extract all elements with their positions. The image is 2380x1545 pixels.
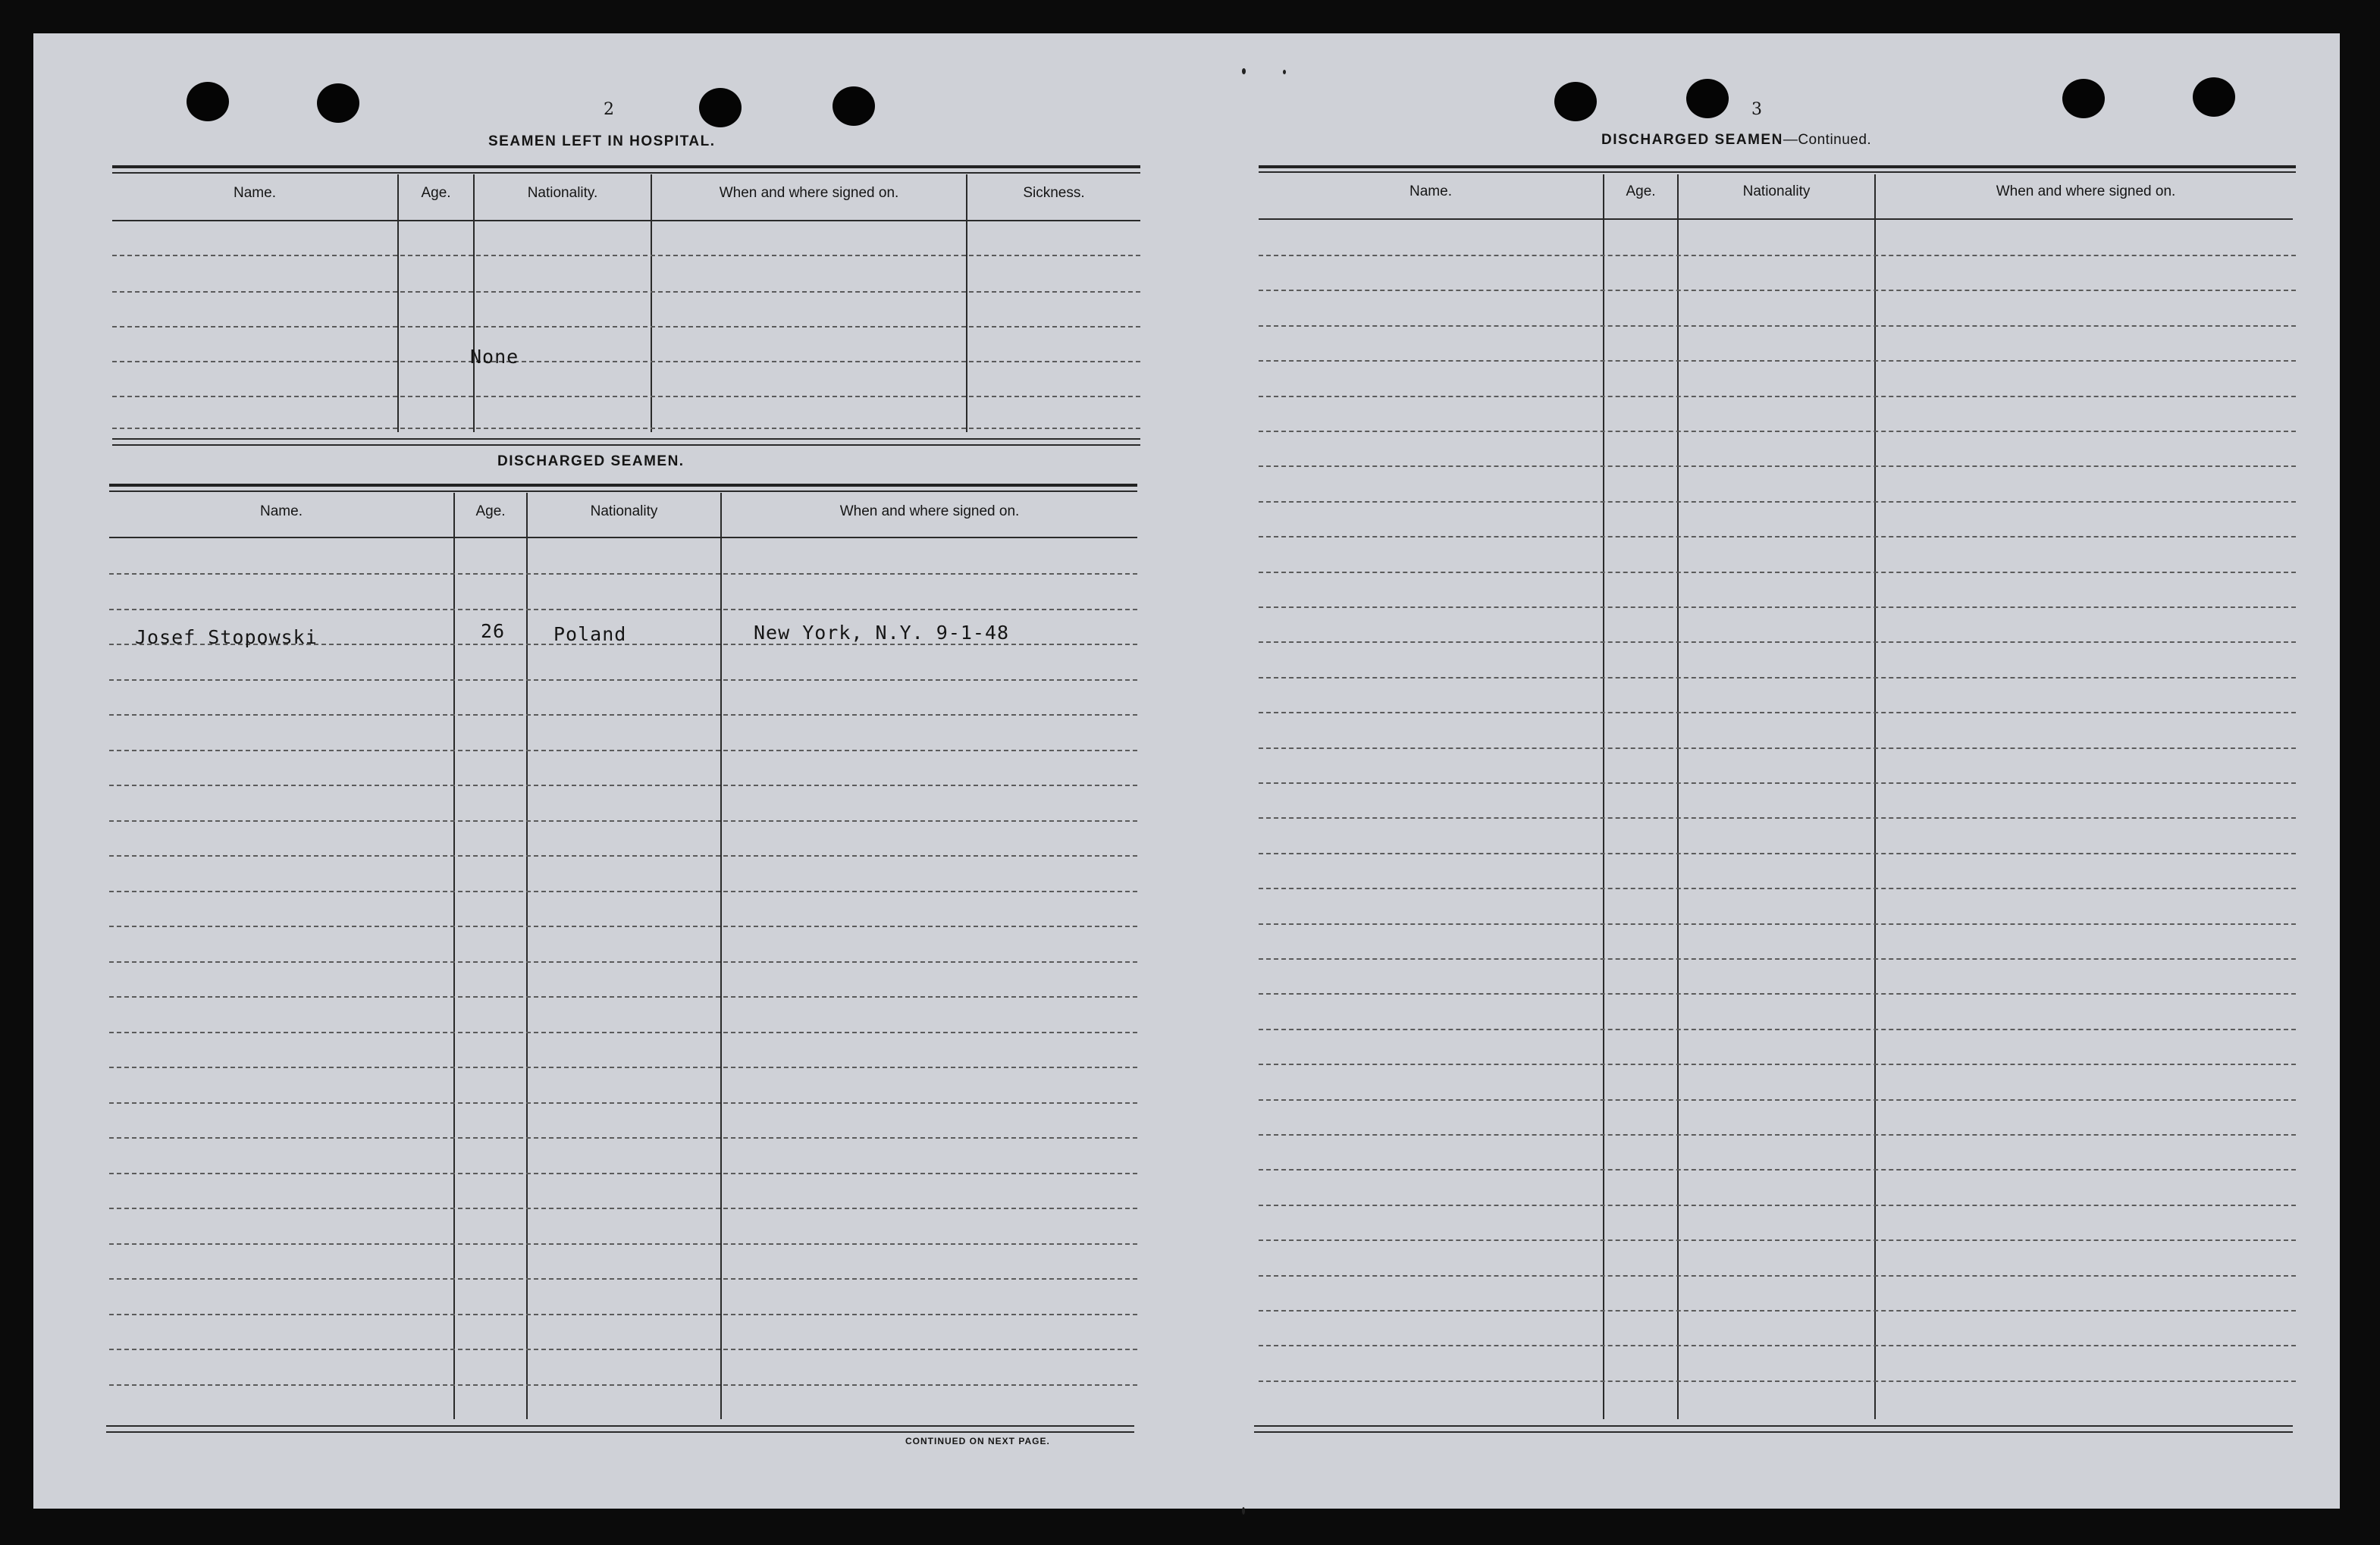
page-number-right: 3: [1751, 100, 1762, 119]
dotted-row-line: [1259, 1134, 2296, 1136]
continued-note: CONTINUED ON NEXT PAGE.: [905, 1436, 1050, 1446]
dotted-row-line: [1259, 396, 2296, 397]
column-divider: [453, 493, 455, 1419]
dotted-row-line: [109, 1032, 1137, 1033]
punch-hole: [699, 88, 742, 127]
rule: [106, 1431, 1134, 1433]
column-divider: [526, 493, 528, 1419]
dotted-row-line: [109, 1384, 1137, 1386]
dotted-row-line: [109, 714, 1137, 716]
dotted-row-line: [1259, 1275, 2296, 1277]
rule: [1259, 171, 2296, 173]
dotted-row-line: [109, 573, 1137, 575]
dotted-row-line: [1259, 1099, 2296, 1101]
dotted-row-line: [109, 785, 1137, 786]
dotted-row-line: [109, 609, 1137, 610]
discharged-section-title: DISCHARGED SEAMEN.: [497, 453, 685, 469]
dotted-row-line: [1259, 606, 2296, 608]
right-col-name: Name.: [1409, 183, 1452, 199]
hospital-col-name: Name.: [234, 185, 276, 201]
rule: [112, 220, 1140, 221]
hospital-col-nationality: Nationality.: [527, 185, 598, 201]
dotted-row-line: [112, 361, 1140, 362]
dotted-row-line: [1259, 1064, 2296, 1065]
dotted-row-line: [1259, 1239, 2296, 1241]
dotted-row-line: [1259, 431, 2296, 432]
continued-suffix: —Continued.: [1783, 132, 1872, 148]
dotted-row-line: [1259, 747, 2296, 749]
rule: [1259, 218, 2293, 220]
dotted-row-line: [109, 1137, 1137, 1139]
dotted-row-line: [1259, 817, 2296, 819]
punch-hole: [2062, 79, 2105, 118]
punch-hole: [1686, 79, 1729, 118]
dotted-row-line: [1259, 993, 2296, 995]
page-number-left: 2: [604, 100, 614, 119]
speck: [1283, 70, 1286, 74]
discharged-col-signed-on: When and where signed on.: [839, 503, 1020, 519]
rule: [109, 537, 1137, 538]
punch-hole: [2193, 77, 2235, 117]
rule: [109, 490, 1137, 492]
discharged-col-name: Name.: [260, 503, 303, 519]
seaman-signed-on: New York, N.Y. 9-1-48: [754, 622, 1010, 644]
dotted-row-line: [1259, 641, 2296, 643]
rule: [112, 165, 1140, 168]
dotted-row-line: [109, 855, 1137, 857]
dotted-row-line: [112, 396, 1140, 397]
rule: [109, 484, 1137, 487]
dotted-row-line: [109, 891, 1137, 892]
dotted-row-line: [112, 255, 1140, 256]
column-divider: [720, 493, 722, 1419]
rule: [112, 438, 1140, 440]
column-divider: [966, 174, 967, 432]
hospital-col-sickness: Sickness.: [1023, 185, 1085, 201]
dotted-row-line: [1259, 572, 2296, 573]
dotted-row-line: [112, 326, 1140, 327]
dotted-row-line: [1259, 465, 2296, 467]
speck: [1242, 68, 1246, 74]
dotted-row-line: [1259, 1205, 2296, 1206]
seaman-name: Josef Stopowski: [135, 626, 318, 648]
punch-hole: [187, 82, 229, 121]
seaman-nationality: Poland: [553, 623, 627, 645]
dotted-row-line: [1259, 1380, 2296, 1382]
punch-hole: [1554, 82, 1597, 121]
dotted-row-line: [1259, 290, 2296, 291]
discharged-col-age: Age.: [475, 503, 506, 519]
speck: [1242, 1507, 1245, 1515]
hospital-col-signed-on: When and where signed on.: [719, 185, 899, 201]
dotted-row-line: [1259, 677, 2296, 678]
rule: [1254, 1431, 2293, 1433]
seaman-age: 26: [481, 620, 506, 642]
dotted-row-line: [109, 1173, 1137, 1174]
dotted-row-line: [1259, 325, 2296, 327]
dotted-row-line: [1259, 712, 2296, 713]
dotted-row-line: [109, 1314, 1137, 1315]
dotted-row-line: [1259, 853, 2296, 854]
right-col-age: Age.: [1626, 183, 1656, 199]
punch-hole: [833, 86, 875, 126]
rule: [112, 172, 1140, 174]
dotted-row-line: [1259, 1310, 2296, 1312]
dotted-row-line: [1259, 888, 2296, 889]
punch-hole: [317, 83, 359, 123]
rule: [106, 1425, 1134, 1427]
dotted-row-line: [109, 1208, 1137, 1209]
dotted-row-line: [1259, 255, 2296, 256]
column-divider: [473, 174, 475, 432]
dotted-row-line: [1259, 1029, 2296, 1030]
dotted-row-line: [109, 1278, 1137, 1280]
dotted-row-line: [109, 996, 1137, 998]
dotted-row-line: [109, 1067, 1137, 1068]
dotted-row-line: [1259, 782, 2296, 784]
dotted-row-line: [1259, 923, 2296, 925]
hospital-col-age: Age.: [421, 185, 451, 201]
dotted-row-line: [1259, 501, 2296, 503]
dotted-row-line: [109, 1102, 1137, 1104]
dotted-row-line: [1259, 1169, 2296, 1171]
rule: [112, 444, 1140, 446]
right-col-signed-on: When and where signed on.: [1996, 183, 2176, 199]
rule: [1254, 1425, 2293, 1427]
dotted-row-line: [112, 428, 1140, 429]
dotted-row-line: [112, 291, 1140, 293]
dotted-row-line: [1259, 360, 2296, 362]
continued-section-title-text: DISCHARGED SEAMEN: [1601, 132, 1783, 148]
dotted-row-line: [109, 961, 1137, 963]
hospital-entry-none: None: [470, 346, 519, 368]
dotted-row-line: [109, 1349, 1137, 1350]
right-col-nationality: Nationality: [1742, 183, 1811, 199]
dotted-row-line: [1259, 958, 2296, 960]
dotted-row-line: [109, 679, 1137, 681]
hospital-section-title: SEAMEN LEFT IN HOSPITAL.: [488, 133, 716, 149]
dotted-row-line: [1259, 1345, 2296, 1346]
discharged-col-nationality: Nationality: [590, 503, 658, 519]
document-page: [33, 33, 2340, 1509]
column-divider: [651, 174, 652, 432]
rule: [1259, 165, 2296, 168]
continued-section-title: [1601, 132, 1871, 149]
dotted-row-line: [109, 1243, 1137, 1245]
column-divider: [397, 174, 399, 432]
dotted-row-line: [1259, 536, 2296, 537]
dotted-row-line: [109, 926, 1137, 927]
dotted-row-line: [109, 750, 1137, 751]
dotted-row-line: [109, 820, 1137, 822]
